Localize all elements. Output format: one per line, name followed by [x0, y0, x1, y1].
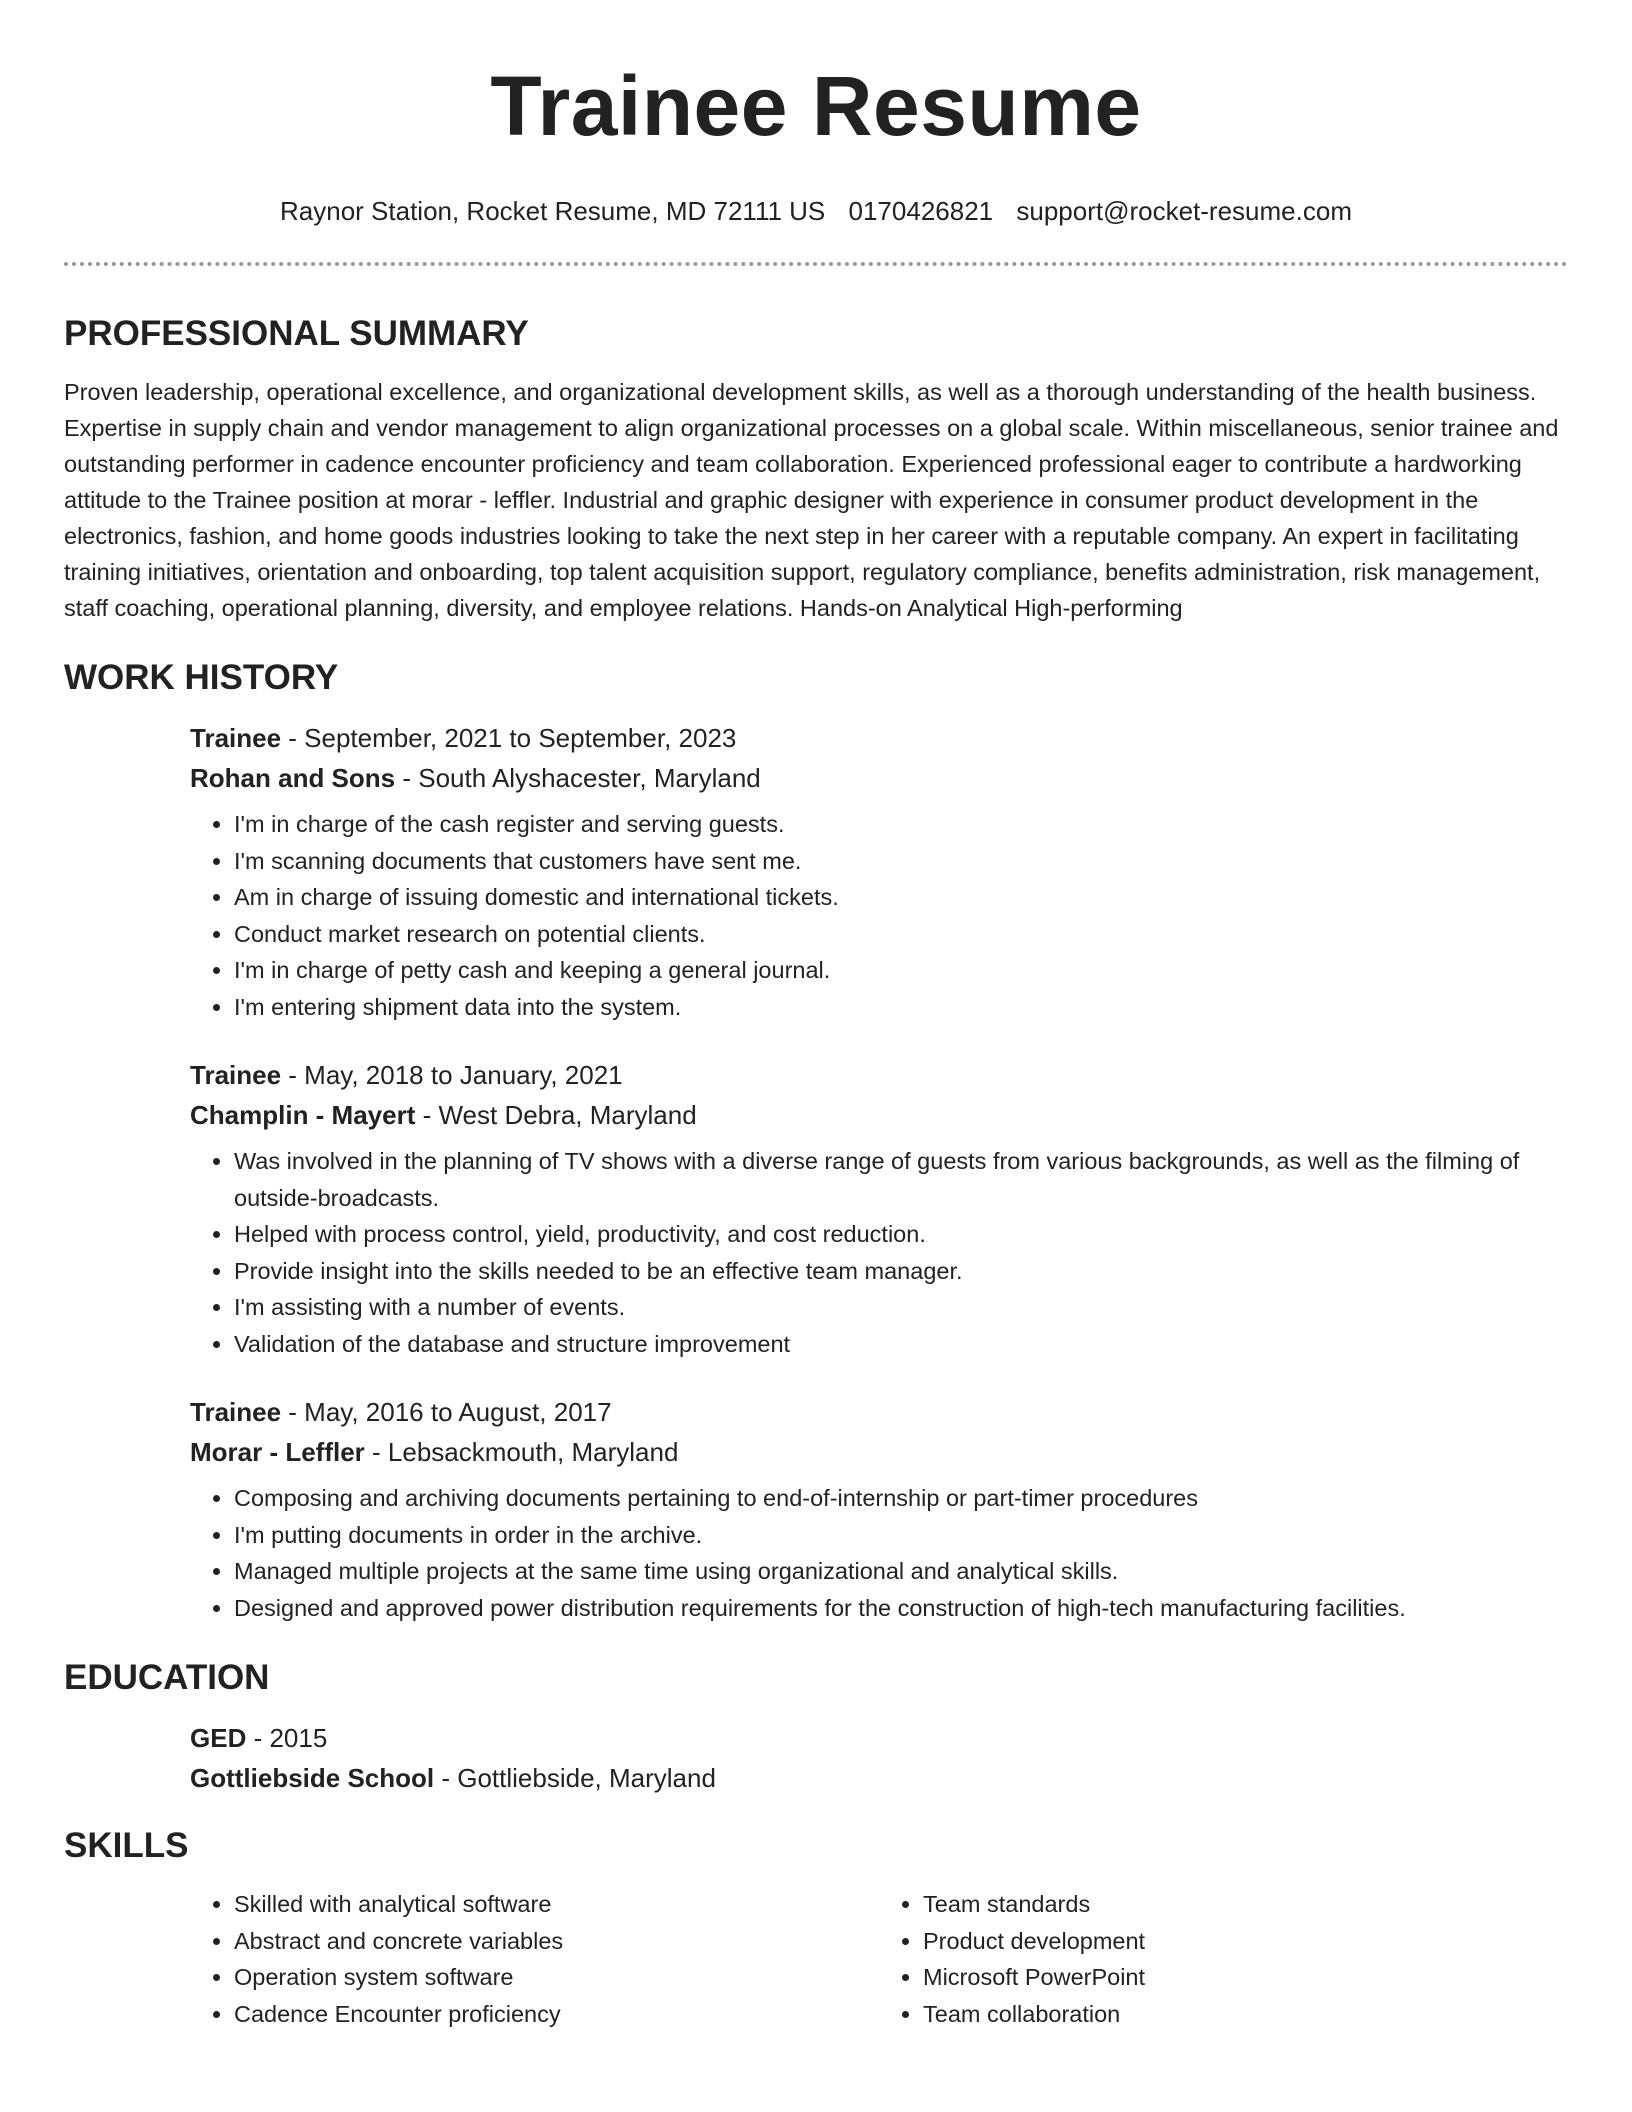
list-item: • I'm entering shipment data into the system. [234, 989, 1568, 1026]
job-title: Trainee [190, 1397, 282, 1427]
summary-text: Proven leadership, operational excellence, and organizational development skills, as well as a thorough understanding of the health business. Expertise in supply chain and vendor management to align organizational processes on a global scale. Within miscellaneous, senior trainee and outstanding performer in cadence encounter proficiency and team collaboration. Experienced professional eager to contribute a hardworking attitude to the Trainee position at morar - leffler. Industrial and graphic designer with experience in consumer product development in the electronics, fashion, and home goods industries looking to take the next step in her career with a reputable company. An expert in facilitating training initiatives, orientation and onboarding, top talent acquisition support, regulatory compliance, benefits administration, risk management, staff coaching, operational planning, diversity, and employee relations. Hands-on Analytical High-performing [64, 379, 1559, 621]
skills-heading: SKILLS [64, 1826, 189, 1865]
list-item: • Composing and archiving documents pertaining to end-of-internship or part-timer procedures [234, 1480, 1568, 1517]
list-item: • Team standards [923, 1886, 1568, 1923]
list-item: • Am in charge of issuing domestic and international tickets. [234, 879, 1568, 916]
list-item: • I'm in charge of the cash register and serving guests. [234, 806, 1568, 843]
education-entry [190, 1718, 1568, 1798]
job-bullets [190, 1480, 1568, 1626]
job-dates: - May, 2018 to January, 2021 [281, 1060, 623, 1090]
job-entry [190, 1055, 1568, 1362]
list-item: • Conduct market research on potential clients. [234, 916, 1568, 953]
contact-address: Raynor Station, Rocket Resume, MD 72111 US [280, 196, 826, 226]
education-year: - 2015 [246, 1723, 328, 1753]
contact-line [64, 194, 1568, 228]
list-item: • Skilled with analytical software [234, 1886, 879, 1923]
job-company-line [190, 1095, 1568, 1135]
list-item: • Cadence Encounter proficiency [234, 1996, 879, 2033]
list-item: • Managed multiple projects at the same time using organizational and analytical skills. [234, 1553, 1568, 1590]
education-degree: GED [190, 1723, 247, 1753]
list-item: • I'm scanning documents that customers have sent me. [234, 843, 1568, 880]
job-company: Morar - Leffler [190, 1437, 365, 1467]
job-dates: - May, 2016 to August, 2017 [281, 1397, 612, 1427]
contact-email: support@rocket-resume.com [1016, 196, 1352, 226]
list-item: • Designed and approved power distribution requirements for the construction of high-tech manufacturing facilities. [234, 1590, 1568, 1627]
job-location: - Lebsackmouth, Maryland [364, 1437, 679, 1467]
list-item: • Microsoft PowerPoint [923, 1959, 1568, 1996]
job-title-line [190, 718, 1568, 758]
list-item: • Validation of the database and structure improvement [234, 1326, 1568, 1363]
list-item: • Team collaboration [923, 1996, 1568, 2033]
list-item: • I'm putting documents in order in the archive. [234, 1517, 1568, 1554]
list-item: • Was involved in the planning of TV shows with a diverse range of guests from various backgrounds, as well as the filming of outside-broadcasts. [234, 1143, 1568, 1216]
list-item: • I'm in charge of petty cash and keeping a general journal. [234, 952, 1568, 989]
job-company: Champlin - Mayert [190, 1100, 416, 1130]
job-entry [190, 1392, 1568, 1626]
job-company: Rohan and Sons [190, 763, 396, 793]
job-location: - West Debra, Maryland [415, 1100, 697, 1130]
list-item: • I'm assisting with a number of events. [234, 1289, 1568, 1326]
job-bullets [190, 1143, 1568, 1362]
list-item: • Abstract and concrete variables [234, 1923, 879, 1960]
education-school-line [190, 1758, 1568, 1798]
header-divider [64, 262, 1568, 266]
job-title-line [190, 1055, 1568, 1095]
job-entry [190, 718, 1568, 1025]
job-dates: - September, 2021 to September, 2023 [281, 723, 737, 753]
job-title: Trainee [190, 1060, 282, 1090]
job-location: - South Alyshacester, Maryland [395, 763, 761, 793]
job-title: Trainee [190, 723, 282, 753]
job-company-line [190, 758, 1568, 798]
skills-column-left [190, 1886, 879, 2032]
education-school: Gottliebside School [190, 1763, 435, 1793]
education-location: - Gottliebside, Maryland [434, 1763, 716, 1793]
summary-heading: PROFESSIONAL SUMMARY [64, 314, 529, 353]
resume-title: Trainee Resume [490, 59, 1142, 153]
list-item: • Helped with process control, yield, productivity, and cost reduction. [234, 1216, 1568, 1253]
job-bullets [190, 806, 1568, 1025]
list-item: • Operation system software [234, 1959, 879, 1996]
job-company-line [190, 1432, 1568, 1472]
work-history-heading: WORK HISTORY [64, 658, 339, 697]
education-degree-line [190, 1718, 1568, 1758]
contact-phone: 0170426821 [848, 196, 994, 226]
education-heading: EDUCATION [64, 1658, 270, 1697]
skills-list [190, 1886, 1568, 2032]
skills-column-right [879, 1886, 1568, 2032]
list-item: • Provide insight into the skills needed to be an effective team manager. [234, 1253, 1568, 1290]
list-item: • Product development [923, 1923, 1568, 1960]
job-title-line [190, 1392, 1568, 1432]
